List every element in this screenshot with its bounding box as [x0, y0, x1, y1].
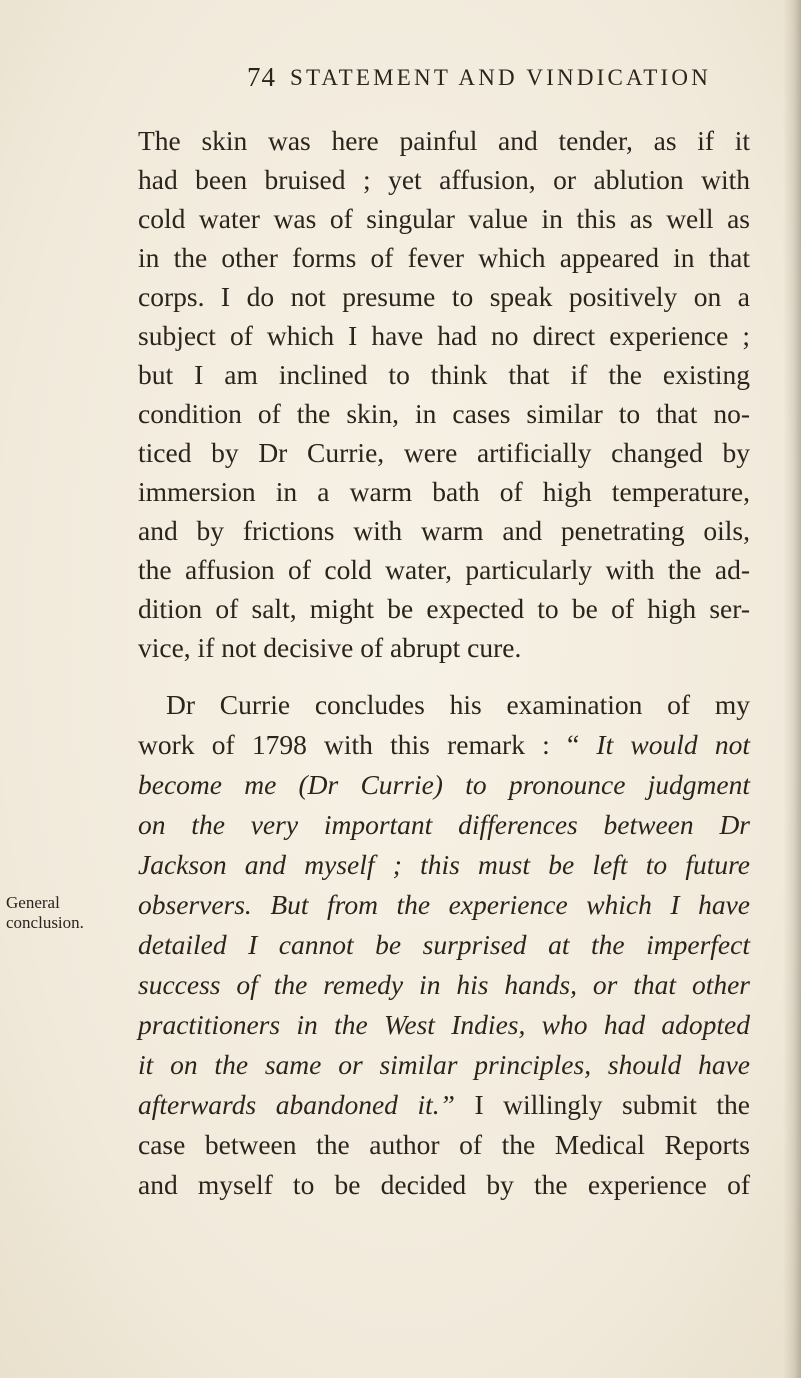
text-line: The skin was here painful and tender, as if it [138, 125, 750, 156]
text-line: in the other forms of fever which appeared in that [138, 242, 750, 273]
text-line: on the very important differences between Dr [138, 809, 750, 840]
text-line: condition of the skin, in cases similar to that no- [138, 398, 750, 429]
text-line: subject of which I have had no direct experience ; [138, 320, 750, 351]
text-span: I willingly submit the [454, 1089, 750, 1120]
text-line: the affusion of cold water, particularly with the ad- [138, 554, 750, 585]
text-line [138, 726, 750, 764]
text-line: but I am inclined to think that if the existing [138, 359, 750, 390]
text-line: dition of salt, might be expected to be of high ser- [138, 593, 750, 624]
text-line: Jackson and myself ; this must be left to future [138, 849, 750, 880]
text-line: and by frictions with warm and penetrating oils, [138, 515, 750, 546]
margin-note-line-1: General [6, 893, 60, 912]
text-line: it on the same or similar principles, should have [138, 1049, 750, 1080]
text-line [138, 1086, 750, 1124]
text-line: case between the author of the Medical Reports [138, 1129, 750, 1160]
text-span-italic: afterwards abandoned it.” [138, 1089, 455, 1120]
page-edge-shadow [783, 0, 801, 1378]
text-line: observers. But from the experience which I have [138, 889, 750, 920]
text-span: work of 1798 with this remark : “ [138, 729, 580, 760]
text-line: and myself to be decided by the experience of [138, 1169, 750, 1200]
text-line: success of the remedy in his hands, or that other [138, 969, 750, 1000]
margin-note-line-2: conclusion. [6, 913, 84, 932]
text-line: ticed by Dr Currie, were artificially changed by [138, 437, 750, 468]
running-head-title: STATEMENT AND VINDICATION [290, 65, 712, 90]
text-line: cold water was of singular value in this as well as [138, 203, 750, 234]
text-line: Dr Currie concludes his examination of my [166, 689, 750, 720]
text-line: detailed I cannot be surprised at the imperfect [138, 929, 750, 960]
text-span-italic: It would not [579, 729, 751, 760]
text-line: vice, if not decisive of abrupt cure. [138, 632, 522, 663]
page-number: 74 [247, 62, 276, 92]
text-line: had been bruised ; yet affusion, or ablution with [138, 164, 750, 195]
text-line: immersion in a warm bath of high temperature, [138, 476, 750, 507]
running-head [0, 62, 801, 102]
margin-note [6, 893, 84, 933]
text-line: corps. I do not presume to speak positively on a [138, 281, 750, 312]
text-line: become me (Dr Currie) to pronounce judgment [138, 769, 750, 800]
text-line: practitioners in the West Indies, who had adopted [138, 1009, 750, 1040]
